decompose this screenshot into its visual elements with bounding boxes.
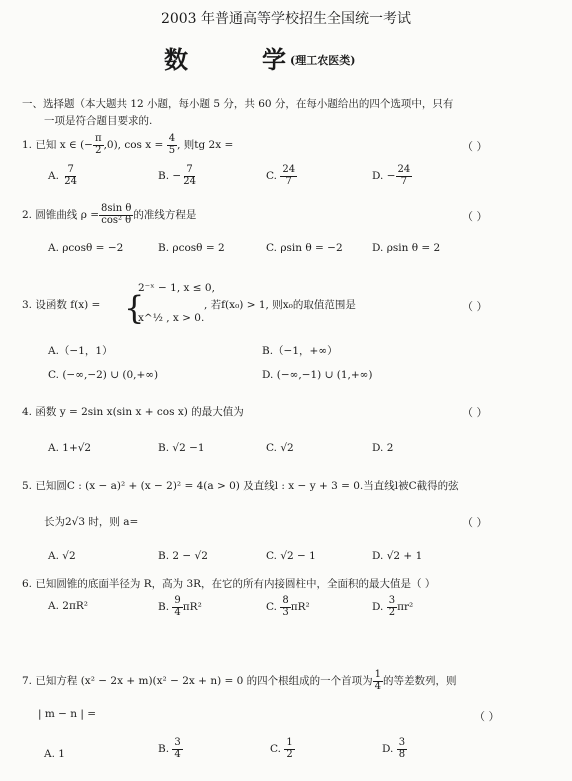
option-c: C. $\frac{24}{7}$: [266, 164, 296, 187]
question-text: 设函数 f(x) =: [35, 299, 101, 311]
question-text: 已知圆C : (x − a)² + (x − 2)² = 4(a > 0) 及直线l : x − y + 3 = 0.当直线l被C截得的弦: [35, 480, 459, 492]
option-d: D. $\frac{3}{2}$ πr²: [372, 595, 414, 618]
question-number: 5.: [22, 480, 33, 492]
question-1-stem: [22, 134, 233, 156]
option-c: C. ρsin θ = −2: [266, 242, 343, 254]
question-2-stem: [22, 204, 196, 226]
section-intro-line2: 一项是符合题目要求的.: [44, 115, 153, 127]
option-a: A. ρcosθ = −2: [48, 242, 124, 254]
answer-blank: （ ）: [462, 300, 488, 313]
piecewise-brace: {: [124, 289, 145, 327]
option-b: B. $\frac{9}{4}$ πR²: [158, 595, 202, 618]
question-6-stem: [22, 576, 435, 591]
question-3-stem: [22, 297, 100, 312]
question-number: 7.: [22, 675, 33, 687]
option-b: B.（−1，+∞）: [262, 345, 338, 357]
question-4-stem: [22, 404, 244, 419]
option-b: B. − $\frac{7}{24}$: [158, 164, 196, 187]
option-a: A. 2πR²: [48, 600, 88, 612]
option-b: B. 2 − √2: [158, 550, 208, 562]
section-intro-line1: 一、选择题（本大题共 12 小题，每小题 5 分，共 60 分，在每小题给出的四个选项中，只有: [22, 98, 454, 110]
question-text: 圆锥曲线 ρ =: [35, 209, 100, 221]
answer-blank: （ ）: [462, 516, 488, 529]
option-d: D. $\frac{3}{8}$: [382, 737, 406, 760]
option-a: A.（−1，1）: [48, 345, 113, 357]
answer-blank: （ ）: [462, 406, 488, 419]
option-c: C. √2: [266, 442, 294, 454]
option-d: D. 2: [372, 442, 394, 454]
question-number: 1.: [22, 139, 33, 151]
question-text: 已知 x ∈ (−: [35, 139, 93, 151]
question-5-stem-line2: 长为2√3 时，则 a=: [44, 516, 139, 528]
question-text: , 若f(x₀) > 1, 则x₀的取值范围是: [204, 299, 356, 311]
subject-char-b: 学: [262, 45, 286, 74]
question-text: 函数 y = 2sin x(sin x + cos x) 的最大值为: [35, 406, 244, 418]
option-a: A. 1+√2: [48, 442, 92, 454]
fraction: $\frac{1}{4}$: [374, 669, 382, 692]
piecewise-case-1: 2⁻ˣ − 1, x ≤ 0,: [138, 282, 215, 294]
answer-blank: （ ）: [462, 210, 488, 223]
subject-char-a: 数: [164, 45, 190, 74]
question-text: , 则tg 2x =: [177, 139, 234, 151]
option-d: D. (−∞,−1) ∪ (1,+∞): [262, 369, 373, 381]
fraction: $\frac{\pi}{2}$: [94, 133, 102, 156]
question-7-stem: [22, 670, 457, 692]
question-text: 的等差数列，则: [383, 675, 457, 687]
option-a: A. √2: [48, 550, 76, 562]
option-d: D. ρsin θ = 2: [372, 242, 441, 254]
question-7-stem-line2: | m − n | =: [38, 708, 97, 720]
fraction: $\frac{4}{5}$: [168, 133, 176, 156]
answer-blank: （ ）: [462, 140, 488, 153]
exam-title: 2003 年普通高等学校招生全国统一考试: [160, 11, 412, 27]
question-text: 已知方程 (x² − 2x + m)(x² − 2x + n) = 0 的四个根组成的一个首项为: [35, 675, 373, 687]
question-text: 的准线方程是: [133, 209, 197, 221]
fraction: $\frac{\text{8sin θ}}{\text{cos² θ}}$: [101, 203, 132, 226]
option-b: B. $\frac{3}{4}$: [158, 737, 181, 760]
piecewise-case-2: x^½ , x > 0.: [138, 312, 205, 324]
answer-blank: （ ）: [474, 710, 500, 723]
option-c: C. $\frac{1}{2}$: [270, 737, 293, 760]
question-number: 3.: [22, 299, 33, 311]
option-b: B. √2 −1: [158, 442, 205, 454]
option-c: C. $\frac{8}{3}$ πR²: [266, 595, 310, 618]
question-number: 2.: [22, 209, 33, 221]
question-text: ,0), cos x =: [103, 139, 164, 151]
question-5-stem: [22, 478, 459, 493]
option-b: B. ρcosθ = 2: [158, 242, 225, 254]
question-text: 已知圆锥的底面半径为 R，高为 3R，在它的所有内接圆柱中，全面积的最大值是（ ）: [35, 578, 436, 590]
option-a: A. 1: [44, 748, 65, 760]
option-d: D. − $\frac{24}{7}$: [372, 164, 411, 187]
question-number: 4.: [22, 406, 33, 418]
option-a: A. $\frac{7}{24}$: [48, 164, 77, 187]
option-c: C. √2 − 1: [266, 550, 316, 562]
option-d: D. √2 + 1: [372, 550, 423, 562]
question-number: 6.: [22, 578, 33, 590]
option-c: C. (−∞,−2) ∪ (0,+∞): [48, 369, 159, 381]
subject-subtitle: (理工农医类): [290, 54, 356, 67]
